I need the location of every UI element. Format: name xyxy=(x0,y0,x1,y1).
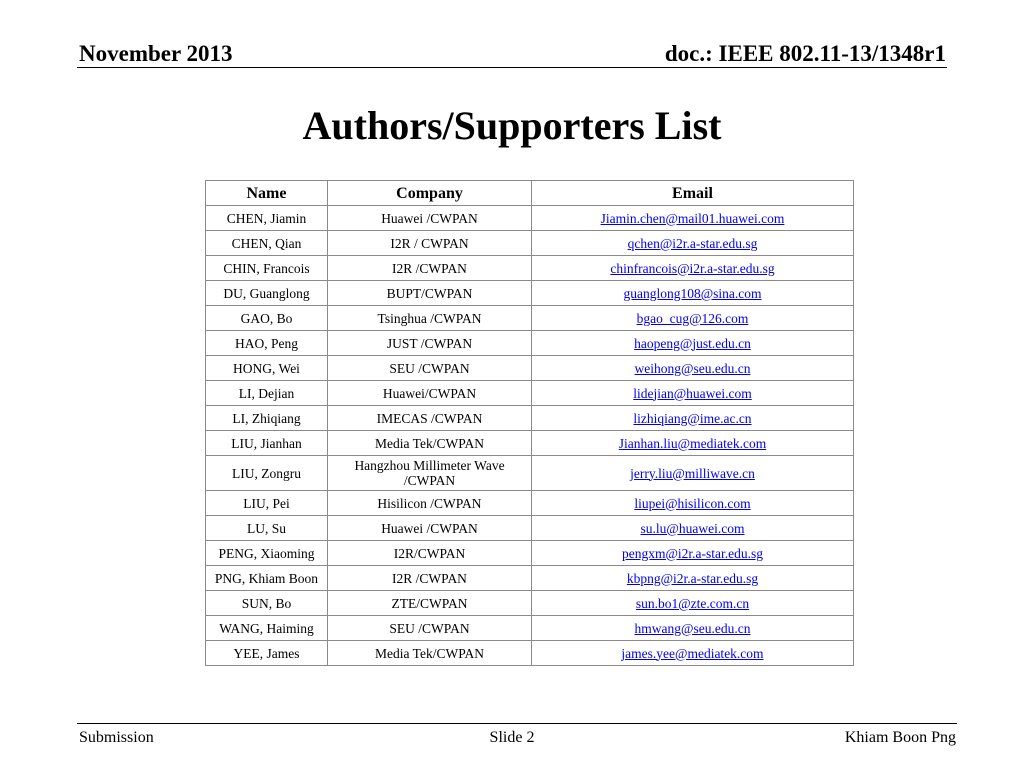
author-email-cell xyxy=(532,541,854,566)
header-doc-id: doc.: IEEE 802.11-13/1348r1 xyxy=(664,41,946,66)
email-link[interactable]: kbpng@i2r.a-star.edu.sg xyxy=(626,570,759,586)
email-link[interactable]: guanglong108@sina.com xyxy=(623,285,762,301)
author-email-cell xyxy=(532,591,854,616)
header-date: November 2013 xyxy=(79,41,233,66)
email-link[interactable]: su.lu@huawei.com xyxy=(640,520,745,536)
table-row xyxy=(206,356,854,381)
author-email-cell xyxy=(532,456,854,491)
author-email-cell xyxy=(532,356,854,381)
table-row xyxy=(206,516,854,541)
column-header-email: Email xyxy=(532,181,854,206)
table-row xyxy=(206,306,854,331)
table-row xyxy=(206,566,854,591)
author-name-cell: SUN, Bo xyxy=(206,591,328,616)
author-name-cell: DU, Guanglong xyxy=(206,281,328,306)
table-row xyxy=(206,206,854,231)
author-email-cell xyxy=(532,406,854,431)
table-row xyxy=(206,381,854,406)
table-row xyxy=(206,616,854,641)
table-row xyxy=(206,231,854,256)
author-company-cell: SEU /CWPAN xyxy=(328,616,532,641)
table-row xyxy=(206,431,854,456)
email-link[interactable]: sun.bo1@zte.com.cn xyxy=(635,595,750,611)
author-name-cell: CHEN, Qian xyxy=(206,231,328,256)
authors-table-header xyxy=(206,181,854,206)
author-email-cell xyxy=(532,566,854,591)
author-company-cell: I2R/CWPAN xyxy=(328,541,532,566)
author-email-cell xyxy=(532,231,854,256)
column-header-name: Name xyxy=(206,181,328,206)
author-email-cell xyxy=(532,306,854,331)
author-company-cell: Hangzhou Millimeter Wave /CWPAN xyxy=(328,456,532,491)
table-row xyxy=(206,456,854,491)
table-row xyxy=(206,331,854,356)
author-email-cell xyxy=(532,206,854,231)
author-company-cell: Huawei/CWPAN xyxy=(328,381,532,406)
email-link[interactable]: chinfrancois@i2r.a-star.edu.sg xyxy=(610,260,775,276)
footer-author: Khiam Boon Png xyxy=(844,729,956,746)
author-company-cell: IMECAS /CWPAN xyxy=(328,406,532,431)
author-email-cell xyxy=(532,616,854,641)
email-link[interactable]: Jianhan.liu@mediatek.com xyxy=(618,435,767,451)
author-company-cell: JUST /CWPAN xyxy=(328,331,532,356)
author-name-cell: LIU, Jianhan xyxy=(206,431,328,456)
header-divider xyxy=(77,67,947,68)
footer-slide-number: Slide 2 xyxy=(489,729,535,746)
email-link[interactable]: qchen@i2r.a-star.edu.sg xyxy=(627,235,758,251)
table-header-row xyxy=(206,181,854,206)
author-name-cell: HAO, Peng xyxy=(206,331,328,356)
author-name-cell: CHEN, Jiamin xyxy=(206,206,328,231)
author-email-cell xyxy=(532,491,854,516)
footer-submission: Submission xyxy=(79,729,154,746)
author-company-cell: Huawei /CWPAN xyxy=(328,206,532,231)
author-company-cell: I2R /CWPAN xyxy=(328,566,532,591)
author-company-cell: I2R / CWPAN xyxy=(328,231,532,256)
author-name-cell: YEE, James xyxy=(206,641,328,666)
email-link[interactable]: hmwang@seu.edu.cn xyxy=(634,620,751,636)
author-name-cell: LI, Dejian xyxy=(206,381,328,406)
column-header-company: Company xyxy=(328,181,532,206)
authors-table xyxy=(205,180,854,666)
email-link[interactable]: lizhiqiang@ime.ac.cn xyxy=(633,410,752,426)
author-name-cell: LI, Zhiqiang xyxy=(206,406,328,431)
email-link[interactable]: pengxm@i2r.a-star.edu.sg xyxy=(621,545,764,561)
author-email-cell xyxy=(532,431,854,456)
author-name-cell: GAO, Bo xyxy=(206,306,328,331)
author-name-cell: PENG, Xiaoming xyxy=(206,541,328,566)
email-link[interactable]: Jiamin.chen@mail01.huawei.com xyxy=(600,210,785,226)
table-row xyxy=(206,591,854,616)
author-company-cell: Huawei /CWPAN xyxy=(328,516,532,541)
author-name-cell: PNG, Khiam Boon xyxy=(206,566,328,591)
author-company-cell: Tsinghua /CWPAN xyxy=(328,306,532,331)
email-link[interactable]: lidejian@huawei.com xyxy=(633,385,752,401)
email-link[interactable]: haopeng@just.edu.cn xyxy=(634,335,751,351)
email-link[interactable]: liupei@hisilicon.com xyxy=(634,495,751,511)
email-link[interactable]: bgao_cug@126.com xyxy=(636,310,749,326)
author-company-cell: Media Tek/CWPAN xyxy=(328,641,532,666)
author-email-cell xyxy=(532,331,854,356)
author-email-cell xyxy=(532,281,854,306)
table-row xyxy=(206,541,854,566)
table-row xyxy=(206,406,854,431)
author-name-cell: HONG, Wei xyxy=(206,356,328,381)
author-name-cell: LU, Su xyxy=(206,516,328,541)
email-link[interactable]: james.yee@mediatek.com xyxy=(621,645,764,661)
author-name-cell: CHIN, Francois xyxy=(206,256,328,281)
table-row xyxy=(206,256,854,281)
table-row xyxy=(206,491,854,516)
author-company-cell: ZTE/CWPAN xyxy=(328,591,532,616)
author-name-cell: LIU, Zongru xyxy=(206,456,328,491)
author-company-cell: SEU /CWPAN xyxy=(328,356,532,381)
author-email-cell xyxy=(532,516,854,541)
author-name-cell: LIU, Pei xyxy=(206,491,328,516)
table-row xyxy=(206,281,854,306)
email-link[interactable]: weihong@seu.edu.cn xyxy=(634,360,751,376)
email-link[interactable]: jerry.liu@milliwave.cn xyxy=(630,465,755,481)
footer-divider xyxy=(77,723,957,724)
table-row xyxy=(206,641,854,666)
author-company-cell: I2R /CWPAN xyxy=(328,256,532,281)
author-company-cell: Hisilicon /CWPAN xyxy=(328,491,532,516)
author-name-cell: WANG, Haiming xyxy=(206,616,328,641)
author-company-cell: BUPT/CWPAN xyxy=(328,281,532,306)
author-email-cell xyxy=(532,641,854,666)
author-email-cell xyxy=(532,381,854,406)
author-email-cell xyxy=(532,256,854,281)
author-company-cell: Media Tek/CWPAN xyxy=(328,431,532,456)
page-title: Authors/Supporters List xyxy=(302,103,722,148)
authors-table-body xyxy=(206,206,854,666)
